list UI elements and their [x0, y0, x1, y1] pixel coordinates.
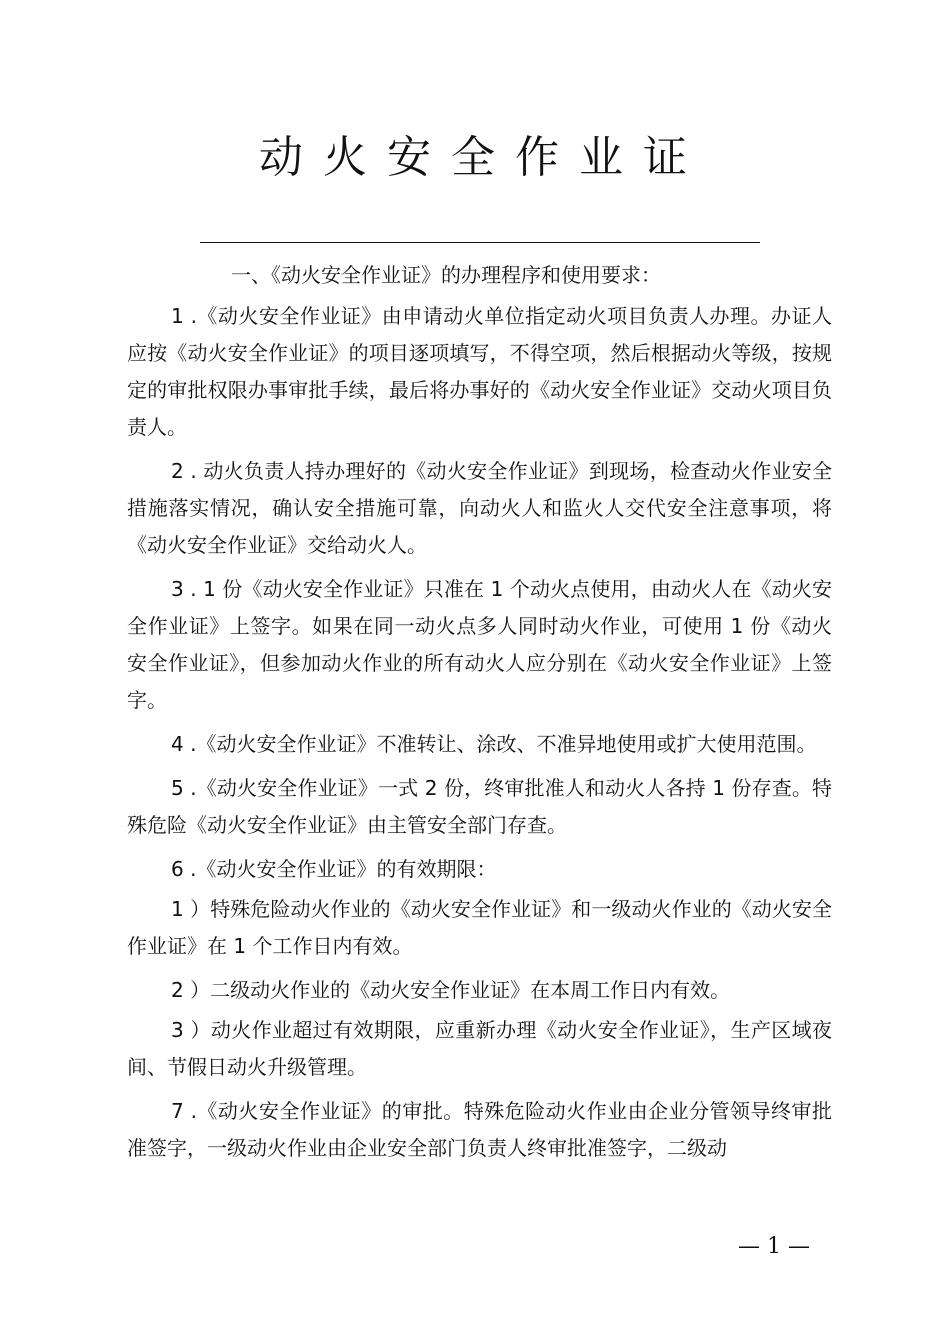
title-divider	[200, 242, 760, 243]
paragraph-6-item-1: 1 ）特殊危险动火作业的《动火安全作业证》和一级动火作业的《动火安全作业证》在 1 个工作日内有效。	[127, 897, 832, 958]
paragraph-6-item-2: 2 ）二级动火作业的《动火安全作业证》在本周工作日内有效。	[171, 978, 731, 1002]
paragraph-7: 7 .《动火安全作业证》的审批。特殊危险动火作业由企业分管领导终审批准签字，一级动火作业由企业安全部门负责人终审批准签字，二级动	[127, 1099, 832, 1160]
paragraph-2: 2 . 动火负责人持办理好的《动火安全作业证》到现场，检查动火作业安全措施落实情况，确认安全措施可靠，向动火人和监火人交代安全注意事项，将《动火安全作业证》交给动火人。	[127, 459, 832, 557]
paragraph-6: 6 .《动火安全作业证》的有效期限：	[171, 857, 497, 881]
paragraph-5: 5 .《动火安全作业证》一式 2 份，终审批准人和动火人各持 1 份存查。特殊危险《动火安全作业证》由主管安全部门存查。	[127, 776, 832, 837]
paragraph-4: 4 .《动火安全作业证》不准转让、涂改、不准异地使用或扩大使用范围。	[171, 732, 817, 756]
document-body	[127, 298, 832, 1174]
paragraph-1: 1 .《动火安全作业证》由申请动火单位指定动火项目负责人办理。办证人应按《动火安全作业证》的项目逐项填写，不得空项，然后根据动火等级，按规定的审批权限办事审批手续，最后将办事好的《动火安全作业证》交动火项目负责人。	[127, 304, 832, 439]
page-number: — 1 —	[738, 1234, 810, 1259]
paragraph-3: 3 . 1 份《动火安全作业证》只准在 1 个动火点使用，由动火人在《动火安全作业证》上签字。如果在同一动火点多人同时动火作业，可使用 1 份《动火安全作业证》，但参加动火作业的所有动火人应分别在《动火安全作业证》上签字。	[127, 577, 832, 712]
paragraph-6-item-3: 3 ）动火作业超过有效期限，应重新办理《动火安全作业证》，生产区域夜间、节假日动火升级管理。	[127, 1018, 832, 1079]
section-heading: 一、《动火安全作业证》的办理程序和使用要求：	[231, 263, 661, 287]
document-title: 动火安全作业证	[259, 132, 707, 183]
